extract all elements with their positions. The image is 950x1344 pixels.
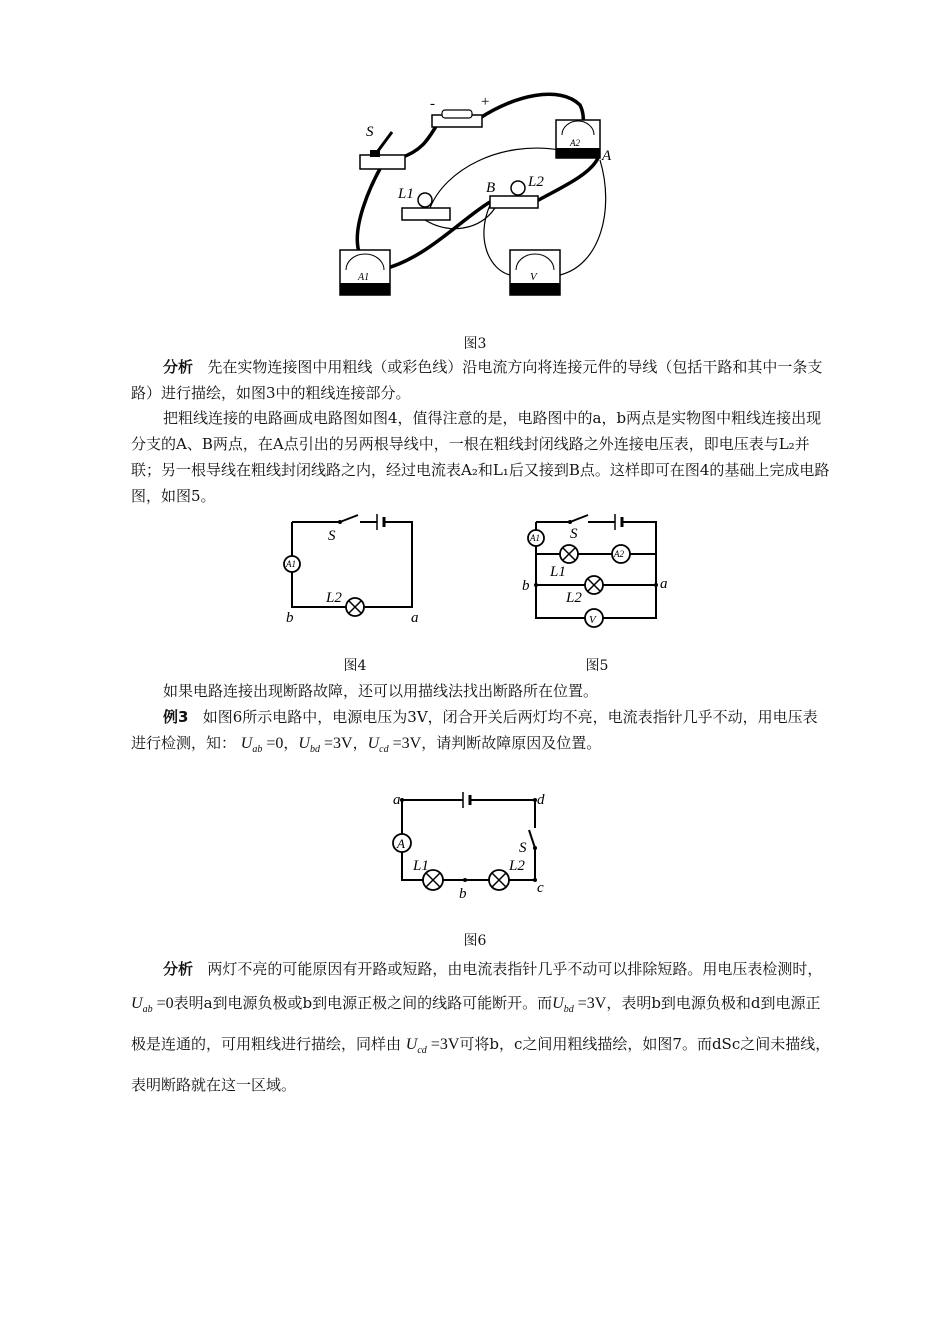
math-equals: = bbox=[392, 735, 402, 752]
thin-wire bbox=[560, 160, 606, 275]
figure-6-caption: 图6 bbox=[463, 933, 487, 949]
math-symbol-u: U bbox=[552, 995, 564, 1012]
fig5-label-l1: L1 bbox=[550, 564, 566, 580]
thick-wire bbox=[535, 158, 598, 202]
analysis-text-4b: 表明a到电源负极或b到电源正极之间的线路可能断开。而 bbox=[173, 994, 553, 1012]
figure-4-caption: 图4 bbox=[343, 658, 367, 674]
analysis-paragraph-4 bbox=[131, 952, 831, 1102]
math-u-ab bbox=[240, 735, 284, 756]
switch-blade bbox=[570, 515, 588, 522]
figure-4-circuit bbox=[280, 512, 430, 627]
math-u-ab-2 bbox=[131, 995, 174, 1016]
analysis-text-4d: 可将b，c之间用粗线描绘，如图7。而dSc之间未描线，表明断路就在这一区域。 bbox=[131, 1035, 831, 1095]
fig6-label-d: d bbox=[537, 792, 545, 808]
example-3-heading: 例3 bbox=[163, 708, 189, 726]
fig5-label-l2: L2 bbox=[566, 590, 582, 606]
figure-5-circuit bbox=[518, 510, 673, 630]
math-equals: = bbox=[430, 1036, 440, 1054]
math-equals: = bbox=[577, 995, 587, 1012]
math-value: 0 bbox=[275, 735, 284, 752]
math-subscript: cd bbox=[417, 1045, 427, 1057]
fig6-label-s: S bbox=[519, 840, 527, 856]
math-subscript: ab bbox=[252, 744, 263, 756]
switch-blade bbox=[340, 515, 358, 522]
fig3-label-minus: - bbox=[430, 96, 435, 112]
fig6-label-l1: L1 bbox=[413, 858, 429, 874]
fig6-label-c: c bbox=[537, 880, 544, 896]
fig3-label-l1: L1 bbox=[398, 186, 414, 202]
switch-blade bbox=[529, 830, 535, 848]
math-symbol-u: U bbox=[405, 1036, 418, 1054]
fig4-label-s: S bbox=[328, 528, 336, 544]
fig3-label-a: A bbox=[602, 148, 612, 164]
paragraph-3: 如果电路连接出现断路故障，还可以用描线法找出断路所在位置。 bbox=[163, 682, 599, 700]
fig3-label-plus: + bbox=[480, 94, 491, 110]
fig5-label-b: b bbox=[522, 578, 530, 594]
fig6-label-a: a bbox=[393, 792, 401, 808]
analysis-paragraph-2: 把粗线连接的电路画成电路图如图4，值得注意的是，电路图中的a，b两点是实物图中粗线连接出现分支的A、B两点，在A点引出的另两根导线中，一根在粗线封闭线路之外连接电压表，即电压表与L₂并联；另一根导线在粗线封闭线路之内，经过电流表A₂和L₁后又接到B点。这样即可在图4的基础上完成电路图，如图5。 bbox=[131, 409, 830, 505]
analysis-heading: 分析 bbox=[163, 358, 194, 376]
fig3-label-v: V bbox=[530, 271, 537, 283]
fig4-label-b: b bbox=[286, 610, 294, 626]
fig3-label-a2: A2 bbox=[570, 138, 580, 148]
fig3-label-a1: A1 bbox=[358, 272, 370, 283]
fig4-label-a: a bbox=[411, 610, 419, 626]
fig5-label-a2: A2 bbox=[614, 549, 624, 559]
analysis-paragraph-1 bbox=[131, 354, 831, 406]
math-value: 0 bbox=[165, 995, 174, 1012]
fig6-label-ammeter: A bbox=[397, 836, 405, 851]
thin-wire bbox=[484, 205, 510, 275]
math-symbol-u: U bbox=[298, 735, 310, 752]
fig5-label-v: V bbox=[589, 614, 596, 626]
fig3-label-s: S bbox=[366, 124, 374, 140]
example-3-text-1: 如图6所示电路中，电源电压为3V，闭合开关后两灯均不亮，电流表指针几乎不动，用电压表进行检测，知： bbox=[131, 708, 818, 752]
fig4-label-l2: L2 bbox=[326, 590, 342, 606]
analysis-text-4a: 两灯不亮的可能原因有开路或短路，由电流表指针几乎不动可以排除短路。用电压表检测时， bbox=[207, 960, 823, 978]
math-subscript: ab bbox=[142, 1004, 153, 1016]
math-subscript: cd bbox=[379, 744, 389, 756]
math-symbol-u: U bbox=[240, 735, 253, 752]
analysis-heading-2: 分析 bbox=[163, 960, 194, 978]
math-u-bd bbox=[298, 735, 353, 756]
example-3-text-2: ，请判断故障原因及位置。 bbox=[421, 734, 602, 752]
math-equals: = bbox=[266, 735, 276, 752]
math-symbol-u: U bbox=[131, 995, 143, 1012]
fig5-label-s: S bbox=[570, 526, 578, 542]
figure-3-caption: 图3 bbox=[463, 336, 487, 352]
example-3-paragraph: 例3 如图6所示电路中，电源电压为3V，闭合开关后两灯均不亮，电流表指针几乎不动，用电压表进行检测，知： $U_{ab} =0$，$U_{bd} =3V$，$U_{cd} =3V$，请判断故障原因及位置。 bbox=[131, 708, 818, 756]
math-u-cd-2 bbox=[405, 1036, 460, 1057]
fig5-label-a: a bbox=[660, 576, 668, 592]
fig6-label-b: b bbox=[459, 886, 467, 902]
figure-3-diagram bbox=[330, 90, 620, 302]
math-equals: = bbox=[323, 735, 333, 752]
math-value: 3V bbox=[401, 735, 422, 752]
figure-6-circuit bbox=[385, 788, 555, 903]
math-u-cd bbox=[367, 735, 422, 756]
fig3-label-b: B bbox=[486, 180, 496, 196]
math-subscript: bd bbox=[309, 744, 320, 756]
figure-5-caption: 图5 bbox=[585, 658, 609, 674]
fig3-label-l2: L2 bbox=[528, 174, 544, 190]
math-subscript: bd bbox=[563, 1004, 574, 1016]
math-u-bd-2 bbox=[552, 995, 607, 1016]
fig4-label-a1: A1 bbox=[286, 559, 296, 569]
fig6-label-l2: L2 bbox=[509, 858, 525, 874]
math-symbol-u: U bbox=[367, 735, 380, 752]
math-equals: = bbox=[156, 995, 166, 1012]
math-value: 3V bbox=[333, 735, 353, 752]
fig5-label-a1: A1 bbox=[530, 533, 540, 543]
analysis-text-4c: ，表明b到电源负极和d到电源正极是连通的，可用粗线进行描绘，同样由 bbox=[131, 994, 821, 1054]
math-value: 3V bbox=[586, 995, 607, 1012]
math-value: 3V bbox=[439, 1036, 460, 1054]
thick-wire bbox=[357, 160, 385, 255]
battery-device bbox=[432, 110, 482, 127]
analysis-text-1: 先在实物连接图中用粗线（或彩色线）沿电流方向将连接元件的导线（包括干路和其中一条支路）进行描绘，如图3中的粗线连接部分。 bbox=[131, 358, 823, 402]
